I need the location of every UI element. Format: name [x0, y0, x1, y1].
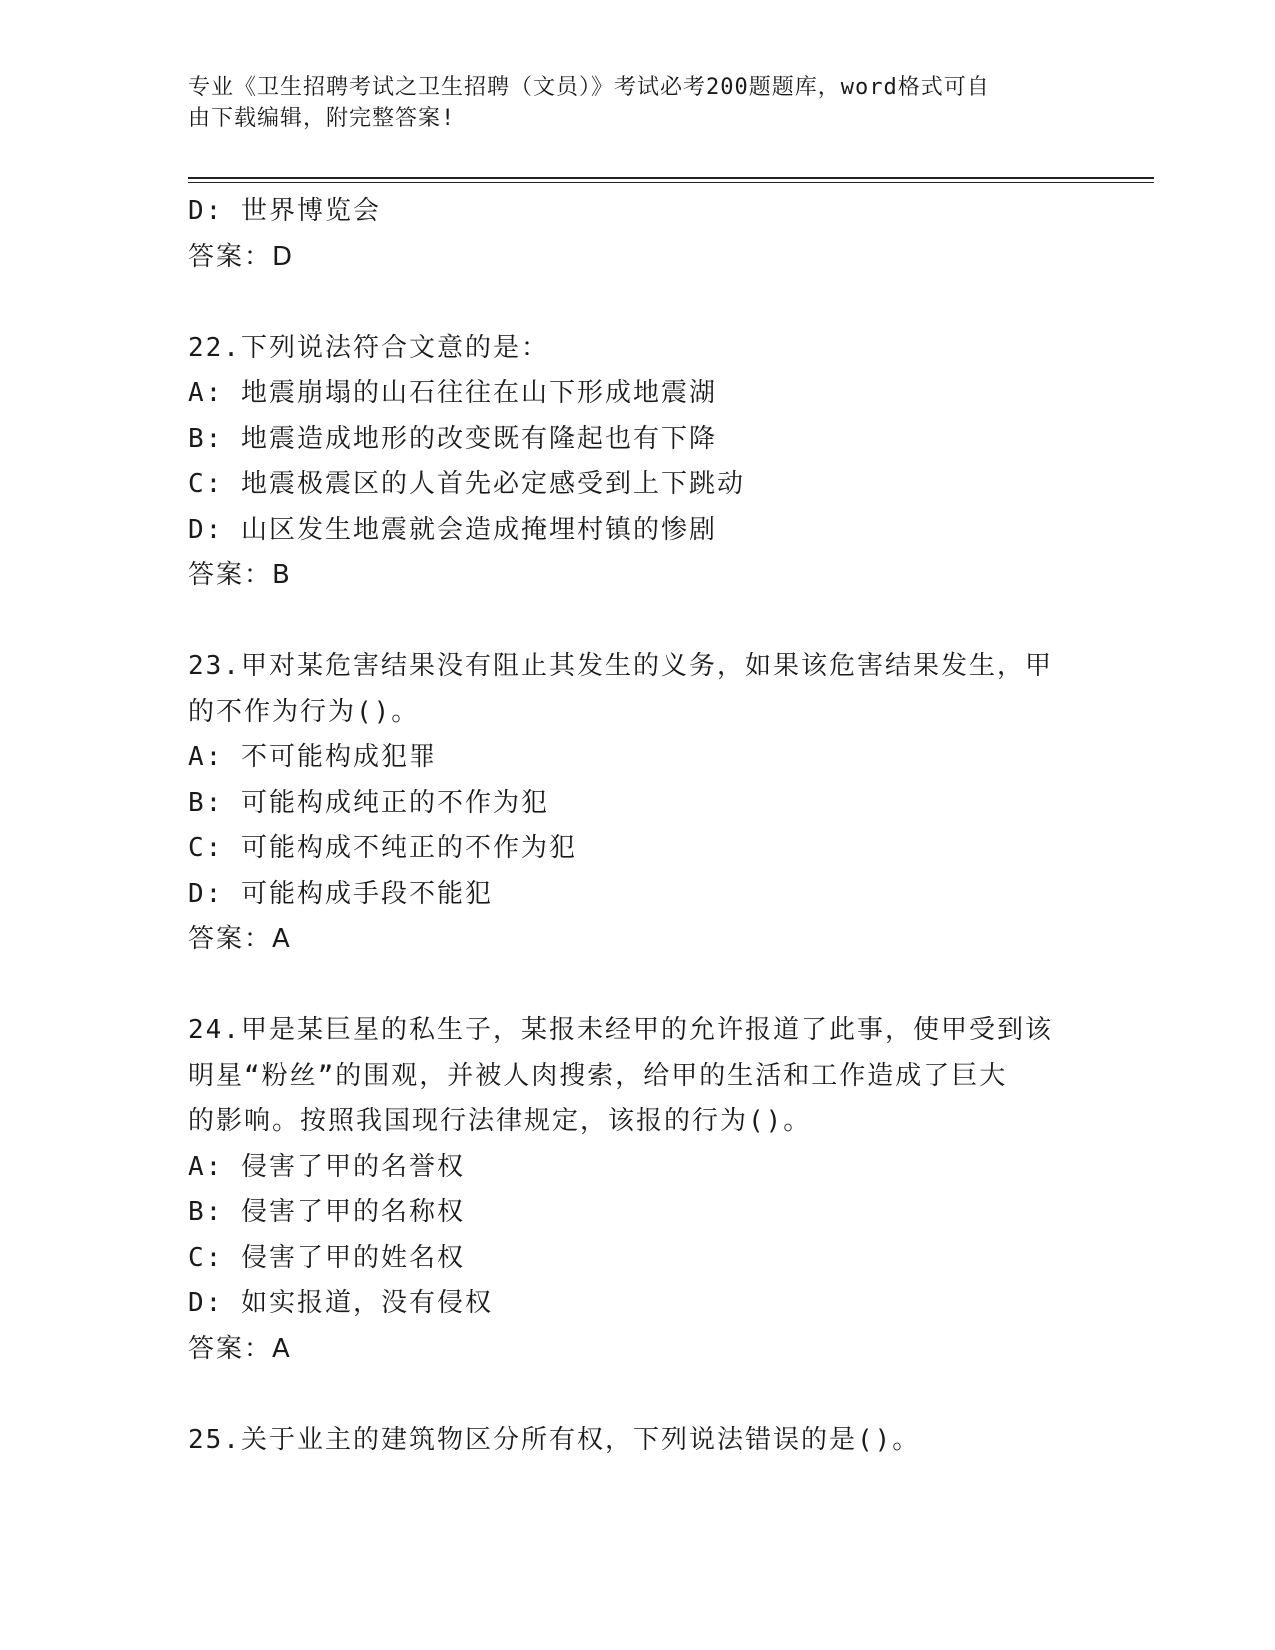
option-d: D: 山区发生地震就会造成掩埋村镇的惨剧: [188, 514, 717, 545]
answer-line: 答案：D: [188, 241, 295, 272]
document-header: [188, 72, 1088, 134]
option-b: B: 地震造成地形的改变既有隆起也有下降: [188, 423, 717, 454]
question-stem-continued: 的不作为行为()。: [188, 696, 420, 727]
question-stem: 22.下列说法符合文意的是：: [188, 332, 549, 363]
spacer: [188, 280, 1088, 326]
answer-line: 答案：A: [188, 1333, 292, 1364]
spacer: [188, 599, 1088, 645]
question-block-25: [188, 1418, 1088, 1464]
answer-line: 答案：A: [188, 924, 292, 954]
spacer: [188, 963, 1088, 1009]
header-line-2: 由下载编辑，附完整答案!: [188, 106, 456, 131]
option-a: A: 侵害了甲的名誉权: [188, 1151, 465, 1182]
answer-line: 答案：B: [188, 560, 292, 590]
question-stem: 23.甲对某危害结果没有阻止其发生的义务，如果该危害结果发生，甲: [188, 651, 1053, 681]
question-stem: 24.甲是某巨星的私生子，某报未经甲的允许报道了此事，使甲受到该: [188, 1015, 1053, 1045]
question-block-22: [188, 326, 1088, 599]
question-stem: 25.关于业主的建筑物区分所有权，下列说法错误的是()。: [188, 1424, 921, 1455]
header-divider-thick: [188, 177, 1154, 179]
option-a: A: 不可能构成犯罪: [188, 742, 437, 772]
option-c: C: 地震极震区的人首先必定感受到上下跳动: [188, 469, 745, 499]
option-d: D: 可能构成手段不能犯: [188, 878, 493, 909]
spacer: [188, 1372, 1088, 1418]
header-line-1: 专业《卫生招聘考试之卫生招聘（文员）》考试必考200题题库，word格式可自: [188, 75, 990, 100]
question-stem-continued: 明星“粉丝”的围观，并被人肉搜索，给甲的生活和工作造成了巨大: [188, 1060, 1008, 1091]
option-d: D: 世界博览会: [188, 196, 381, 226]
question-block-23: [188, 644, 1088, 963]
question-content: [188, 189, 1088, 1463]
header-divider-thin: [188, 182, 1154, 183]
option-b: B: 侵害了甲的名称权: [188, 1197, 465, 1227]
question-stem-continued: 的影响。按照我国现行法律规定，该报的行为()。: [188, 1106, 812, 1136]
option-d: D: 如实报道，没有侵权: [188, 1288, 493, 1318]
option-a: A: 地震崩塌的山石往往在山下形成地震湖: [188, 378, 717, 408]
option-b: B: 可能构成纯正的不作为犯: [188, 787, 549, 818]
option-c: C: 侵害了甲的姓名权: [188, 1242, 465, 1273]
question-block-24: [188, 1008, 1088, 1372]
option-c: C: 可能构成不纯正的不作为犯: [188, 833, 577, 863]
